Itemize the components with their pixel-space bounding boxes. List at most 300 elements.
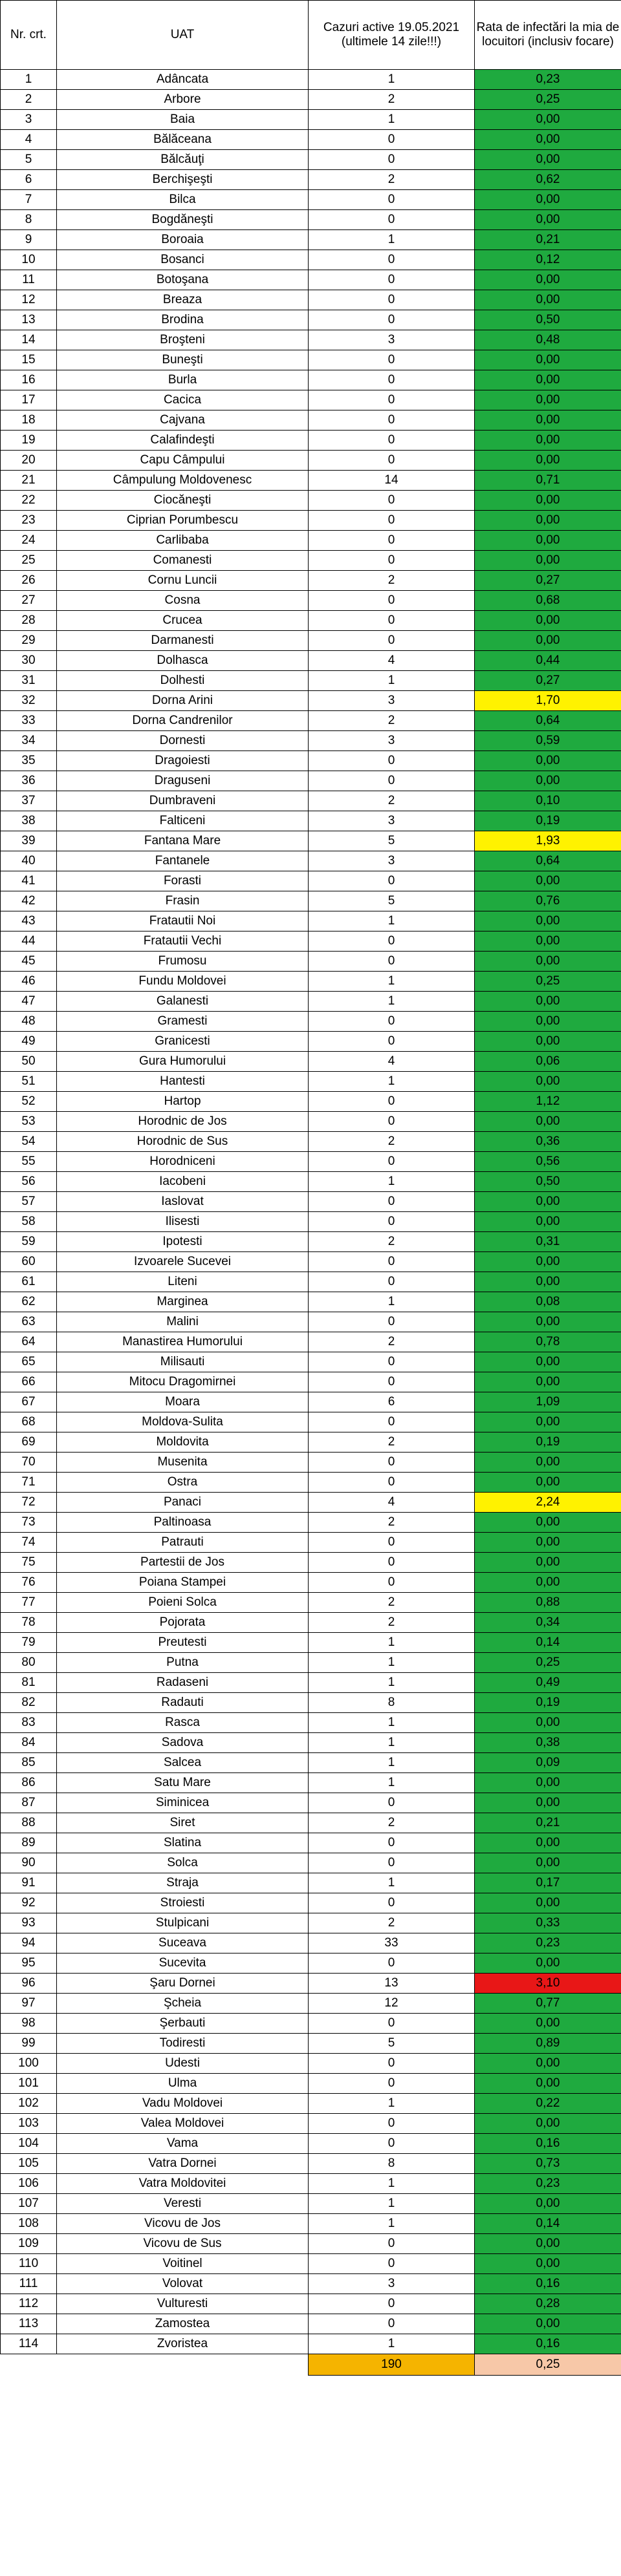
row-active-cases: 0 bbox=[309, 2254, 475, 2274]
row-infection-rate: 0,00 bbox=[475, 1953, 621, 1974]
row-infection-rate: 0,00 bbox=[475, 390, 621, 410]
row-active-cases: 0 bbox=[309, 1032, 475, 1052]
row-infection-rate: 0,56 bbox=[475, 1152, 621, 1172]
row-active-cases: 0 bbox=[309, 1192, 475, 1212]
row-active-cases: 1 bbox=[309, 992, 475, 1012]
row-active-cases: 0 bbox=[309, 1092, 475, 1112]
row-number: 68 bbox=[1, 1412, 57, 1432]
row-infection-rate: 0,00 bbox=[475, 1032, 621, 1052]
row-uat-name: Dolhesti bbox=[57, 671, 309, 691]
row-uat-name: Moldova-Sulita bbox=[57, 1412, 309, 1432]
table-row bbox=[1, 1673, 621, 1693]
table-row bbox=[1, 2254, 621, 2274]
table-row bbox=[1, 1713, 621, 1733]
row-infection-rate: 0,00 bbox=[475, 1513, 621, 1533]
row-uat-name: Solca bbox=[57, 1853, 309, 1873]
table-row bbox=[1, 2074, 621, 2094]
row-active-cases: 0 bbox=[309, 390, 475, 410]
table-row bbox=[1, 491, 621, 511]
row-uat-name: Gura Humorului bbox=[57, 1052, 309, 1072]
row-infection-rate: 0,00 bbox=[475, 210, 621, 230]
row-active-cases: 0 bbox=[309, 1012, 475, 1032]
row-uat-name: Comanesti bbox=[57, 551, 309, 571]
table-row bbox=[1, 230, 621, 250]
row-infection-rate: 0,06 bbox=[475, 1052, 621, 1072]
row-active-cases: 2 bbox=[309, 571, 475, 591]
table-row bbox=[1, 370, 621, 390]
row-number: 67 bbox=[1, 1392, 57, 1412]
row-number: 62 bbox=[1, 1292, 57, 1312]
row-number: 7 bbox=[1, 190, 57, 210]
row-infection-rate: 1,12 bbox=[475, 1092, 621, 1112]
row-uat-name: Darmanesti bbox=[57, 631, 309, 651]
row-active-cases: 4 bbox=[309, 1052, 475, 1072]
table-row bbox=[1, 731, 621, 751]
table-row bbox=[1, 1833, 621, 1853]
row-uat-name: Dolhasca bbox=[57, 651, 309, 671]
row-active-cases: 1 bbox=[309, 1733, 475, 1753]
row-number: 54 bbox=[1, 1132, 57, 1152]
row-active-cases: 2 bbox=[309, 1332, 475, 1352]
row-uat-name: Pojorata bbox=[57, 1613, 309, 1633]
row-active-cases: 0 bbox=[309, 511, 475, 531]
row-number: 2 bbox=[1, 90, 57, 110]
row-infection-rate: 0,27 bbox=[475, 671, 621, 691]
row-active-cases: 0 bbox=[309, 1112, 475, 1132]
row-number: 10 bbox=[1, 250, 57, 270]
row-number: 3 bbox=[1, 110, 57, 130]
table-row bbox=[1, 1693, 621, 1713]
row-infection-rate: 0,00 bbox=[475, 531, 621, 551]
row-active-cases: 0 bbox=[309, 410, 475, 431]
row-active-cases: 0 bbox=[309, 771, 475, 791]
row-infection-rate: 0,64 bbox=[475, 851, 621, 871]
row-active-cases: 0 bbox=[309, 1372, 475, 1392]
row-infection-rate: 0,00 bbox=[475, 1833, 621, 1853]
row-active-cases: 0 bbox=[309, 431, 475, 451]
row-infection-rate: 0,49 bbox=[475, 1673, 621, 1693]
table-row bbox=[1, 1292, 621, 1312]
table-row bbox=[1, 511, 621, 531]
row-number: 30 bbox=[1, 651, 57, 671]
row-uat-name: Gramesti bbox=[57, 1012, 309, 1032]
table-row bbox=[1, 1412, 621, 1432]
row-number: 51 bbox=[1, 1072, 57, 1092]
row-active-cases: 0 bbox=[309, 952, 475, 972]
row-active-cases: 0 bbox=[309, 350, 475, 370]
table-row bbox=[1, 130, 621, 150]
row-uat-name: Hantesti bbox=[57, 1072, 309, 1092]
row-active-cases: 6 bbox=[309, 1392, 475, 1412]
row-number: 17 bbox=[1, 390, 57, 410]
row-uat-name: Cornu Luncii bbox=[57, 571, 309, 591]
row-uat-name: Voitinel bbox=[57, 2254, 309, 2274]
row-active-cases: 0 bbox=[309, 1152, 475, 1172]
row-active-cases: 1 bbox=[309, 1172, 475, 1192]
row-active-cases: 0 bbox=[309, 1212, 475, 1232]
row-number: 11 bbox=[1, 270, 57, 290]
row-infection-rate: 1,93 bbox=[475, 831, 621, 851]
row-uat-name: Vatra Moldovitei bbox=[57, 2174, 309, 2194]
row-number: 38 bbox=[1, 811, 57, 831]
row-active-cases: 0 bbox=[309, 2014, 475, 2034]
row-uat-name: Vulturesti bbox=[57, 2294, 309, 2314]
row-infection-rate: 0,00 bbox=[475, 1713, 621, 1733]
row-active-cases: 2 bbox=[309, 1432, 475, 1453]
table-row bbox=[1, 1573, 621, 1593]
row-uat-name: Dorna Arini bbox=[57, 691, 309, 711]
row-number: 63 bbox=[1, 1312, 57, 1332]
row-infection-rate: 0,21 bbox=[475, 1813, 621, 1833]
row-infection-rate: 0,00 bbox=[475, 431, 621, 451]
row-uat-name: Frumosu bbox=[57, 952, 309, 972]
row-active-cases: 0 bbox=[309, 1853, 475, 1873]
row-active-cases: 0 bbox=[309, 491, 475, 511]
row-number: 87 bbox=[1, 1793, 57, 1813]
row-uat-name: Frasin bbox=[57, 891, 309, 911]
row-infection-rate: 0,00 bbox=[475, 871, 621, 891]
row-infection-rate: 0,00 bbox=[475, 1573, 621, 1593]
row-infection-rate: 0,00 bbox=[475, 952, 621, 972]
row-number: 24 bbox=[1, 531, 57, 551]
row-active-cases: 0 bbox=[309, 751, 475, 771]
row-number: 75 bbox=[1, 1553, 57, 1573]
row-active-cases: 14 bbox=[309, 471, 475, 491]
row-active-cases: 1 bbox=[309, 230, 475, 250]
table-row bbox=[1, 1392, 621, 1412]
row-number: 70 bbox=[1, 1453, 57, 1473]
row-number: 16 bbox=[1, 370, 57, 390]
row-uat-name: Bogdăneşti bbox=[57, 210, 309, 230]
row-active-cases: 8 bbox=[309, 2154, 475, 2174]
row-infection-rate: 0,00 bbox=[475, 1412, 621, 1432]
row-active-cases: 0 bbox=[309, 631, 475, 651]
table-row bbox=[1, 1132, 621, 1152]
row-number: 112 bbox=[1, 2294, 57, 2314]
row-number: 88 bbox=[1, 1813, 57, 1833]
row-uat-name: Moara bbox=[57, 1392, 309, 1412]
row-active-cases: 0 bbox=[309, 2134, 475, 2154]
header-nr: Nr. crt. bbox=[1, 1, 57, 70]
row-infection-rate: 0,00 bbox=[475, 1893, 621, 1913]
table-row bbox=[1, 1974, 621, 1994]
totals-blank-2 bbox=[57, 2354, 309, 2376]
row-uat-name: Partestii de Jos bbox=[57, 1553, 309, 1573]
row-number: 102 bbox=[1, 2094, 57, 2114]
row-number: 73 bbox=[1, 1513, 57, 1533]
row-uat-name: Liteni bbox=[57, 1272, 309, 1292]
row-uat-name: Sucevita bbox=[57, 1953, 309, 1974]
row-infection-rate: 0,00 bbox=[475, 2054, 621, 2074]
row-number: 26 bbox=[1, 571, 57, 591]
row-number: 84 bbox=[1, 1733, 57, 1753]
row-uat-name: Stroiesti bbox=[57, 1893, 309, 1913]
table-row bbox=[1, 1453, 621, 1473]
table-row bbox=[1, 1372, 621, 1392]
row-number: 78 bbox=[1, 1613, 57, 1633]
row-uat-name: Vadu Moldovei bbox=[57, 2094, 309, 2114]
row-number: 100 bbox=[1, 2054, 57, 2074]
row-uat-name: Fratautii Vechi bbox=[57, 931, 309, 952]
table-row bbox=[1, 1032, 621, 1052]
row-uat-name: Crucea bbox=[57, 611, 309, 631]
row-number: 47 bbox=[1, 992, 57, 1012]
table-row bbox=[1, 571, 621, 591]
row-uat-name: Valea Moldovei bbox=[57, 2114, 309, 2134]
table-row bbox=[1, 471, 621, 491]
row-infection-rate: 0,19 bbox=[475, 811, 621, 831]
row-number: 83 bbox=[1, 1713, 57, 1733]
table-row bbox=[1, 992, 621, 1012]
row-uat-name: Milisauti bbox=[57, 1352, 309, 1372]
row-number: 49 bbox=[1, 1032, 57, 1052]
row-active-cases: 3 bbox=[309, 330, 475, 350]
table-row bbox=[1, 1653, 621, 1673]
row-infection-rate: 0,28 bbox=[475, 2294, 621, 2314]
row-number: 52 bbox=[1, 1092, 57, 1112]
row-uat-name: Musenita bbox=[57, 1453, 309, 1473]
table-row bbox=[1, 1232, 621, 1252]
row-infection-rate: 0,27 bbox=[475, 571, 621, 591]
row-number: 45 bbox=[1, 952, 57, 972]
row-infection-rate: 0,71 bbox=[475, 471, 621, 491]
table-row bbox=[1, 110, 621, 130]
row-uat-name: Putna bbox=[57, 1653, 309, 1673]
table-row bbox=[1, 290, 621, 310]
row-uat-name: Breaza bbox=[57, 290, 309, 310]
row-number: 22 bbox=[1, 491, 57, 511]
row-active-cases: 1 bbox=[309, 2334, 475, 2354]
row-infection-rate: 0,50 bbox=[475, 1172, 621, 1192]
row-active-cases: 0 bbox=[309, 150, 475, 170]
row-number: 12 bbox=[1, 290, 57, 310]
row-infection-rate: 0,59 bbox=[475, 731, 621, 751]
row-number: 61 bbox=[1, 1272, 57, 1292]
row-number: 18 bbox=[1, 410, 57, 431]
row-uat-name: Horodniceni bbox=[57, 1152, 309, 1172]
row-number: 111 bbox=[1, 2274, 57, 2294]
table-row bbox=[1, 431, 621, 451]
row-number: 66 bbox=[1, 1372, 57, 1392]
row-active-cases: 1 bbox=[309, 1653, 475, 1673]
table-row bbox=[1, 2134, 621, 2154]
row-number: 108 bbox=[1, 2214, 57, 2234]
row-uat-name: Brodina bbox=[57, 310, 309, 330]
table-row bbox=[1, 1813, 621, 1833]
table-row bbox=[1, 90, 621, 110]
row-infection-rate: 0,33 bbox=[475, 1913, 621, 1933]
row-infection-rate: 0,00 bbox=[475, 190, 621, 210]
table-row bbox=[1, 972, 621, 992]
row-active-cases: 0 bbox=[309, 190, 475, 210]
table-row bbox=[1, 1352, 621, 1372]
row-active-cases: 0 bbox=[309, 1573, 475, 1593]
row-infection-rate: 2,24 bbox=[475, 1493, 621, 1513]
row-infection-rate: 0,44 bbox=[475, 651, 621, 671]
row-active-cases: 0 bbox=[309, 2294, 475, 2314]
row-uat-name: Poieni Solca bbox=[57, 1593, 309, 1613]
row-active-cases: 0 bbox=[309, 1473, 475, 1493]
row-active-cases: 1 bbox=[309, 1673, 475, 1693]
row-active-cases: 1 bbox=[309, 1773, 475, 1793]
table-row bbox=[1, 1012, 621, 1032]
row-infection-rate: 0,00 bbox=[475, 911, 621, 931]
row-infection-rate: 0,00 bbox=[475, 631, 621, 651]
row-active-cases: 1 bbox=[309, 1072, 475, 1092]
row-number: 65 bbox=[1, 1352, 57, 1372]
row-active-cases: 0 bbox=[309, 290, 475, 310]
row-infection-rate: 0,10 bbox=[475, 791, 621, 811]
row-uat-name: Broşteni bbox=[57, 330, 309, 350]
table-row bbox=[1, 451, 621, 471]
row-uat-name: Berchişeşti bbox=[57, 170, 309, 190]
table-row bbox=[1, 2274, 621, 2294]
table-row bbox=[1, 2094, 621, 2114]
row-infection-rate: 0,00 bbox=[475, 1272, 621, 1292]
table-row bbox=[1, 1613, 621, 1633]
row-uat-name: Fundu Moldovei bbox=[57, 972, 309, 992]
row-infection-rate: 0,00 bbox=[475, 1192, 621, 1212]
row-uat-name: Vatra Dornei bbox=[57, 2154, 309, 2174]
row-uat-name: Dumbraveni bbox=[57, 791, 309, 811]
row-infection-rate: 0,00 bbox=[475, 2254, 621, 2274]
row-number: 43 bbox=[1, 911, 57, 931]
row-active-cases: 1 bbox=[309, 2194, 475, 2214]
table-row bbox=[1, 1994, 621, 2014]
table-row bbox=[1, 2034, 621, 2054]
table-row bbox=[1, 891, 621, 911]
table-row bbox=[1, 651, 621, 671]
row-active-cases: 3 bbox=[309, 731, 475, 751]
table-row bbox=[1, 310, 621, 330]
row-uat-name: Şaru Dornei bbox=[57, 1974, 309, 1994]
table-row bbox=[1, 1092, 621, 1112]
row-active-cases: 0 bbox=[309, 1793, 475, 1813]
row-number: 46 bbox=[1, 972, 57, 992]
row-number: 33 bbox=[1, 711, 57, 731]
row-active-cases: 4 bbox=[309, 1493, 475, 1513]
row-infection-rate: 0,00 bbox=[475, 1773, 621, 1793]
row-uat-name: Fantanele bbox=[57, 851, 309, 871]
table-row bbox=[1, 1252, 621, 1272]
row-number: 36 bbox=[1, 771, 57, 791]
row-number: 29 bbox=[1, 631, 57, 651]
row-infection-rate: 0,00 bbox=[475, 491, 621, 511]
row-active-cases: 1 bbox=[309, 671, 475, 691]
row-infection-rate: 0,16 bbox=[475, 2274, 621, 2294]
row-infection-rate: 0,00 bbox=[475, 1352, 621, 1372]
row-number: 91 bbox=[1, 1873, 57, 1893]
table-row bbox=[1, 1853, 621, 1873]
row-uat-name: Paltinoasa bbox=[57, 1513, 309, 1533]
row-number: 48 bbox=[1, 1012, 57, 1032]
row-uat-name: Zvoristea bbox=[57, 2334, 309, 2354]
table-row bbox=[1, 811, 621, 831]
row-active-cases: 1 bbox=[309, 1633, 475, 1653]
row-number: 85 bbox=[1, 1753, 57, 1773]
table-row bbox=[1, 2014, 621, 2034]
row-number: 76 bbox=[1, 1573, 57, 1593]
row-uat-name: Carlibaba bbox=[57, 531, 309, 551]
row-infection-rate: 0,48 bbox=[475, 330, 621, 350]
row-number: 60 bbox=[1, 1252, 57, 1272]
row-infection-rate: 0,14 bbox=[475, 2214, 621, 2234]
table-row bbox=[1, 2114, 621, 2134]
row-infection-rate: 0,14 bbox=[475, 1633, 621, 1653]
table-row bbox=[1, 1312, 621, 1332]
row-number: 113 bbox=[1, 2314, 57, 2334]
row-infection-rate: 0,00 bbox=[475, 2114, 621, 2134]
row-infection-rate: 0,31 bbox=[475, 1232, 621, 1252]
table-row bbox=[1, 691, 621, 711]
table-row bbox=[1, 931, 621, 952]
row-number: 9 bbox=[1, 230, 57, 250]
row-infection-rate: 0,00 bbox=[475, 270, 621, 290]
row-uat-name: Iacobeni bbox=[57, 1172, 309, 1192]
row-infection-rate: 0,76 bbox=[475, 891, 621, 911]
row-active-cases: 0 bbox=[309, 931, 475, 952]
row-uat-name: Calafindeşti bbox=[57, 431, 309, 451]
row-uat-name: Buneşti bbox=[57, 350, 309, 370]
row-active-cases: 0 bbox=[309, 2074, 475, 2094]
table-body bbox=[1, 70, 621, 2354]
row-number: 82 bbox=[1, 1693, 57, 1713]
table-row bbox=[1, 1272, 621, 1292]
row-infection-rate: 0,00 bbox=[475, 451, 621, 471]
row-active-cases: 13 bbox=[309, 1974, 475, 1994]
row-number: 20 bbox=[1, 451, 57, 471]
row-infection-rate: 0,89 bbox=[475, 2034, 621, 2054]
row-number: 8 bbox=[1, 210, 57, 230]
row-number: 105 bbox=[1, 2154, 57, 2174]
row-number: 109 bbox=[1, 2234, 57, 2254]
row-uat-name: Iaslovat bbox=[57, 1192, 309, 1212]
row-infection-rate: 0,00 bbox=[475, 110, 621, 130]
row-number: 41 bbox=[1, 871, 57, 891]
row-infection-rate: 0,08 bbox=[475, 1292, 621, 1312]
row-uat-name: Horodnic de Jos bbox=[57, 1112, 309, 1132]
row-uat-name: Radaseni bbox=[57, 1673, 309, 1693]
table-row bbox=[1, 2154, 621, 2174]
row-number: 77 bbox=[1, 1593, 57, 1613]
row-number: 106 bbox=[1, 2174, 57, 2194]
row-uat-name: Suceava bbox=[57, 1933, 309, 1953]
row-uat-name: Boroaia bbox=[57, 230, 309, 250]
row-number: 69 bbox=[1, 1432, 57, 1453]
row-infection-rate: 0,23 bbox=[475, 1933, 621, 1953]
table-row bbox=[1, 1432, 621, 1453]
table-row bbox=[1, 2314, 621, 2334]
row-number: 27 bbox=[1, 591, 57, 611]
table-row bbox=[1, 591, 621, 611]
row-infection-rate: 0,00 bbox=[475, 1533, 621, 1553]
row-number: 59 bbox=[1, 1232, 57, 1252]
row-active-cases: 0 bbox=[309, 451, 475, 471]
row-uat-name: Şcheia bbox=[57, 1994, 309, 2014]
row-active-cases: 2 bbox=[309, 1513, 475, 1533]
row-number: 101 bbox=[1, 2074, 57, 2094]
row-uat-name: Fratautii Noi bbox=[57, 911, 309, 931]
row-uat-name: Ipotesti bbox=[57, 1232, 309, 1252]
table-row bbox=[1, 952, 621, 972]
row-infection-rate: 0,77 bbox=[475, 1994, 621, 2014]
row-active-cases: 0 bbox=[309, 270, 475, 290]
table-row bbox=[1, 1953, 621, 1974]
row-number: 79 bbox=[1, 1633, 57, 1653]
row-infection-rate: 0,00 bbox=[475, 130, 621, 150]
row-number: 110 bbox=[1, 2254, 57, 2274]
row-infection-rate: 0,00 bbox=[475, 931, 621, 952]
